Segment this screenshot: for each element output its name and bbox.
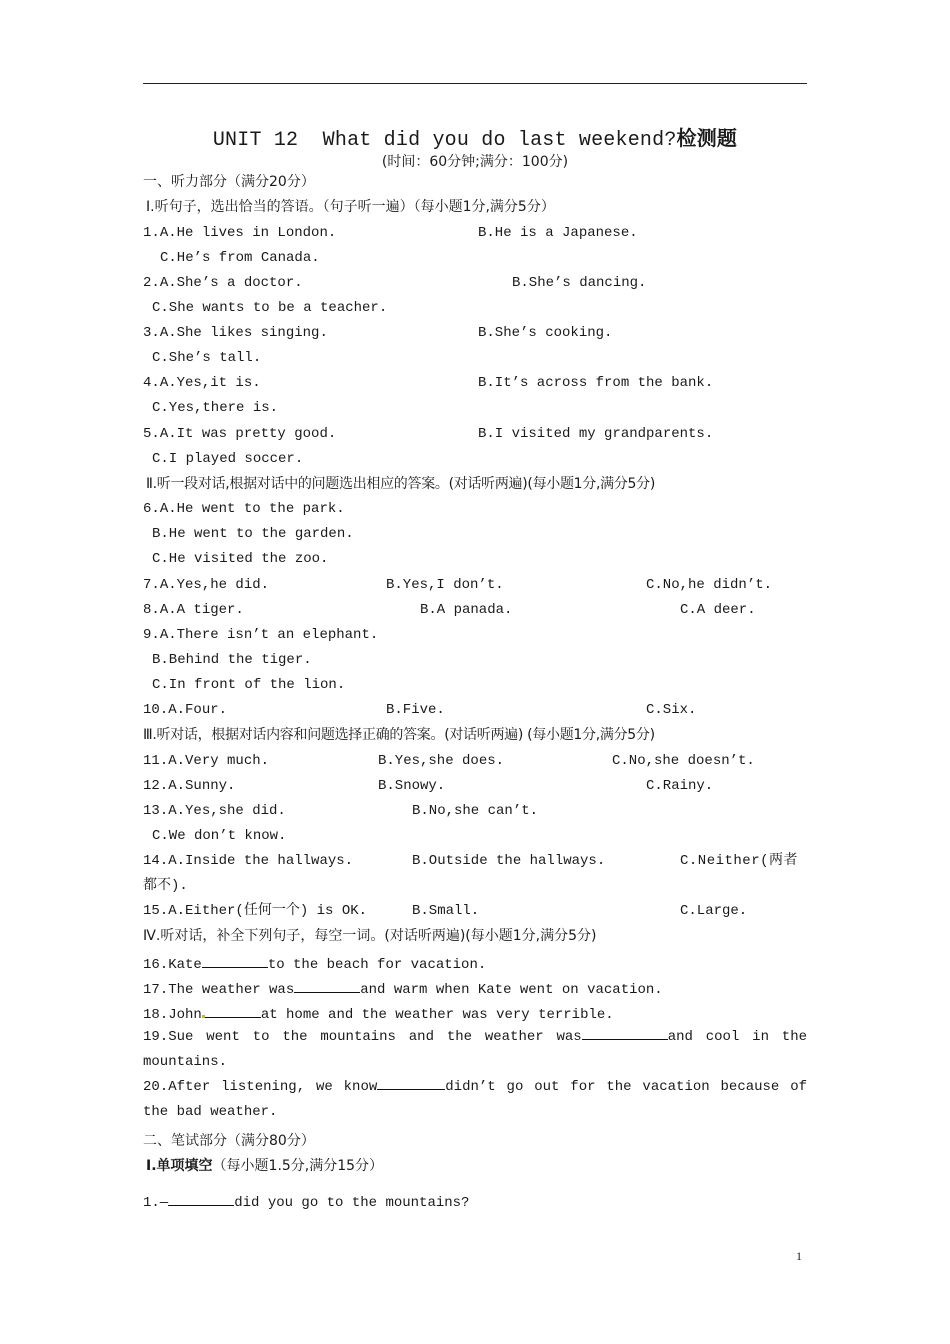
answer-blank[interactable] <box>377 1075 445 1090</box>
q8-option-b: B.A panada. <box>420 602 513 618</box>
question-18: 18.John at home and the weather was very terrible. <box>143 1003 614 1024</box>
question-8: 8.A.A tiger. <box>143 602 244 618</box>
q14-option-c-continued: 都不). <box>143 878 188 894</box>
q10-option-b: B.Five. <box>386 702 445 718</box>
option-a: A.A tiger. <box>159 602 244 618</box>
q7-option-c: C.No,he didn’t. <box>646 577 773 593</box>
section1-heading: Ⅰ.听句子，选出恰当的答语。（句子听一遍）（每小题1分,满分5分） <box>146 199 555 215</box>
page-subtitle: (时间：60分钟;满分：100分) <box>381 154 569 170</box>
q11-option-b: B.Yes,she does. <box>378 753 505 769</box>
written-question-1: 1.— did you go to the mountains? <box>143 1191 469 1212</box>
answer-blank[interactable] <box>168 1191 234 1206</box>
question-6: 6.A.He went to the park. <box>143 501 345 517</box>
q11-option-c: C.No,she doesn’t. <box>612 753 755 769</box>
option-a: A.Either(任何一个) is OK. <box>168 903 368 919</box>
q2-option-b: B.She’s dancing. <box>512 275 647 291</box>
q1-option-c: C.He’s from Canada. <box>160 250 320 266</box>
q12-option-c: C.Rainy. <box>646 778 714 794</box>
option-a: A.Four. <box>168 702 228 718</box>
option-a: A.Yes,it is. <box>159 375 261 391</box>
option-a: A.It was pretty good. <box>159 426 337 442</box>
q15-option-b: B.Small. <box>412 903 480 919</box>
option-a: A.Yes,she did. <box>168 803 286 819</box>
section3-heading: Ⅲ.听对话，根据对话内容和问题选择正确的答案。(对话听两遍) (每小题1分,满分5分) <box>143 727 655 743</box>
question-11: 11.A.Very much. <box>143 753 270 769</box>
answer-blank[interactable] <box>202 953 268 968</box>
q5-option-b: B.I visited my grandparents. <box>478 426 714 442</box>
header-rule <box>143 83 807 84</box>
section4-heading: Ⅳ.听对话，补全下列句子，每空一词。(对话听两遍)(每小题1分,满分5分) <box>143 928 597 944</box>
option-a: A.Inside the hallways. <box>168 853 354 869</box>
q1-option-b: B.He is a Japanese. <box>478 225 638 241</box>
answer-blank[interactable] <box>582 1025 668 1040</box>
option-a: A.She likes singing. <box>159 325 328 341</box>
question-7: 7.A.Yes,he did. <box>143 577 270 593</box>
q13-option-c: C.We don’t know. <box>152 828 287 844</box>
question-3: 3.A.She likes singing. <box>143 325 328 341</box>
option-a: A.He went to the park. <box>159 501 345 517</box>
q8-option-c: C.A deer. <box>680 602 756 618</box>
question-9: 9.A.There isn’t an elephant. <box>143 627 379 643</box>
section-title-bold: Ⅰ.单项填空 <box>146 1158 213 1174</box>
q13-option-b: B.No,she can’t. <box>412 803 539 819</box>
question-12: 12.A.Sunny. <box>143 778 236 794</box>
question-16: 16.Kate to the beach for vacation. <box>143 953 486 974</box>
answer-blank[interactable] <box>205 1003 261 1018</box>
question-2: 2.A.She’s a doctor. <box>143 275 303 291</box>
q3-option-b: B.She’s cooking. <box>478 325 613 341</box>
part1-heading: 一、听力部分（满分20分） <box>143 174 315 190</box>
q5-option-c: C.I played soccer. <box>152 451 304 467</box>
part2-section1-heading <box>146 1157 383 1175</box>
q2-option-c: C.She wants to be a teacher. <box>152 300 388 316</box>
question-1: 1.A.He lives in London. <box>143 225 337 241</box>
q14-option-c: C.Neither(两者 <box>680 853 799 869</box>
q9-option-b: B.Behind the tiger. <box>152 652 312 668</box>
q12-option-b: B.Snowy. <box>378 778 446 794</box>
option-a: A.She’s a doctor. <box>159 275 303 291</box>
option-a: A.There isn’t an elephant. <box>159 627 379 643</box>
question-20: 20.After listening, we know didn’t go out for the vacation because of the bad weather. <box>143 1075 807 1125</box>
question-10: 10.A.Four. <box>143 702 228 718</box>
option-a: A.Yes,he did. <box>159 577 270 593</box>
q6-option-b: B.He went to the garden. <box>152 526 354 542</box>
question-17: 17.The weather was and warm when Kate went on vacation. <box>143 978 663 999</box>
q15-option-c: C.Large. <box>680 903 748 919</box>
section2-heading: Ⅱ.听一段对话,根据对话中的问题选出相应的答案。(对话听两遍)(每小题1分,满分5分) <box>146 476 656 492</box>
q4-option-b: B.It’s across from the bank. <box>478 375 714 391</box>
q6-option-c: C.He visited the zoo. <box>152 551 329 567</box>
question-13: 13.A.Yes,she did. <box>143 803 286 819</box>
option-a: A.Very much. <box>168 753 270 769</box>
q10-option-c: C.Six. <box>646 702 697 718</box>
q9-option-c: C.In front of the lion. <box>152 677 346 693</box>
answer-blank[interactable] <box>294 978 360 993</box>
question-4: 4.A.Yes,it is. <box>143 375 261 391</box>
title-chinese: 检测题 <box>676 126 738 150</box>
question-14: 14.A.Inside the hallways. <box>143 853 354 869</box>
option-a: A.Sunny. <box>168 778 236 794</box>
page-number: 1 <box>796 1249 802 1263</box>
part2-heading: 二、笔试部分（满分80分） <box>143 1133 315 1149</box>
section-scoring: （每小题1.5分,满分15分） <box>212 1158 384 1174</box>
q14-option-b: B.Outside the hallways. <box>412 853 606 869</box>
question-5: 5.A.It was pretty good. <box>143 426 337 442</box>
page-title <box>0 122 950 152</box>
q7-option-b: B.Yes,I don’t. <box>386 577 504 593</box>
option-a: A.He lives in London. <box>159 225 337 241</box>
title-english: UNIT 12 What did you do last weekend? <box>212 129 677 152</box>
q4-option-c: C.Yes,there is. <box>152 400 279 416</box>
question-15: 15.A.Either(任何一个) is OK. <box>143 903 368 919</box>
q3-option-c: C.She’s tall. <box>152 350 262 366</box>
question-19: 19.Sue went to the mountains and the weather was and cool in the mountains. <box>143 1025 807 1075</box>
